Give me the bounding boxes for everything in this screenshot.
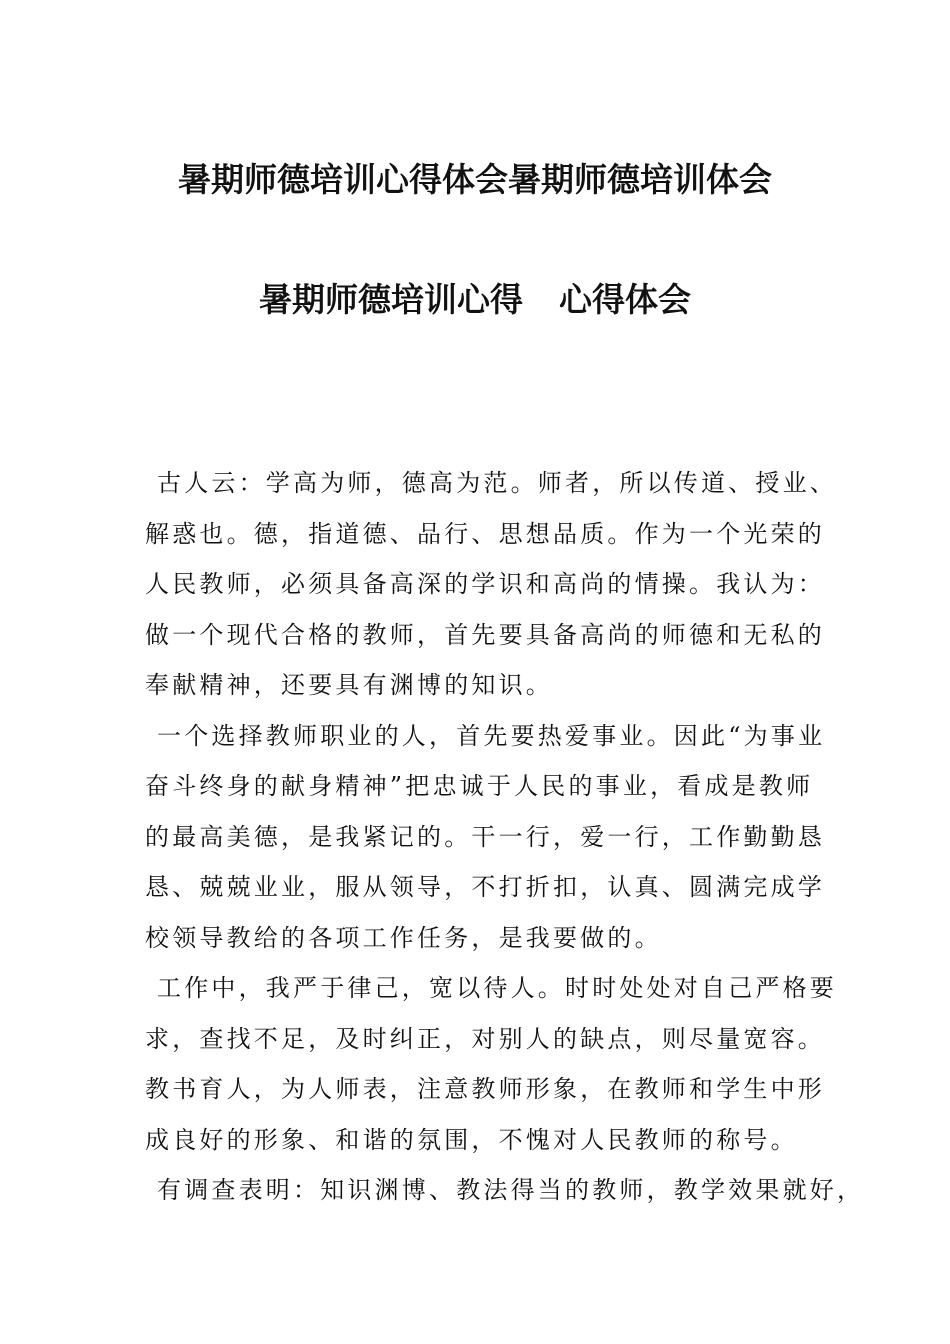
- document-title: 暑期师德培训心得体会暑期师德培训体会: [178, 160, 772, 199]
- paragraph-line: 恳、兢兢业业，服从领导，不打折扣，认真、圆满完成学: [145, 873, 825, 901]
- paragraph-line: 有调查表明：知识渊博、教法得当的教师，教学效果就好，: [157, 1176, 865, 1204]
- subtitle-part-2: 心得体会: [559, 280, 691, 319]
- paragraph-line: 一个选择教师职业的人，首先要热爱事业。因此“为事业: [157, 721, 826, 750]
- paragraph-line: 的最高美德，是我紧记的。干一行，爱一行，工作勤勤恳: [145, 822, 825, 851]
- paragraph-line: 解惑也。德，指道德、品行、思想品质。作为一个光荣的: [145, 519, 825, 548]
- paragraph-line: 求，查找不足，及时纠正，对别人的缺点，则尽量宽容。: [145, 1024, 825, 1053]
- paragraph-4: [145, 1165, 865, 1216]
- paragraph-line: 工作中，我严于律己，宽以待人。时时处处对自己严格要: [157, 974, 837, 1002]
- paragraph-2: [145, 711, 826, 964]
- subtitle-part-1: 暑期师德培训心得: [259, 280, 523, 319]
- paragraph-line: 校领导教给的各项工作任务，是我要做的。: [145, 923, 662, 952]
- paragraph-line: 做一个现代合格的教师，首先要具备高尚的师德和无私的: [145, 620, 825, 649]
- paragraph-3: [145, 963, 837, 1165]
- paragraph-line: 人民教师，必须具备高深的学识和高尚的情操。我认为：: [145, 570, 825, 598]
- paragraph-1: [145, 458, 837, 711]
- document-subtitle: [0, 280, 950, 320]
- document-body: [145, 458, 865, 1216]
- paragraph-line: 奋斗终身的献身精神”把忠诚于人民的事业，看成是教师: [145, 772, 814, 800]
- paragraph-line: 古人云：学高为师，德高为范。师者，所以传道、授业、: [157, 469, 837, 497]
- paragraph-line: 教书育人，为人师表，注意教师形象，在教师和学生中形: [145, 1075, 825, 1103]
- paragraph-line: 成良好的形象、和谐的氛围，不愧对人民教师的称号。: [145, 1125, 798, 1154]
- paragraph-line: 奉献精神，还要具有渊博的知识。: [145, 671, 553, 699]
